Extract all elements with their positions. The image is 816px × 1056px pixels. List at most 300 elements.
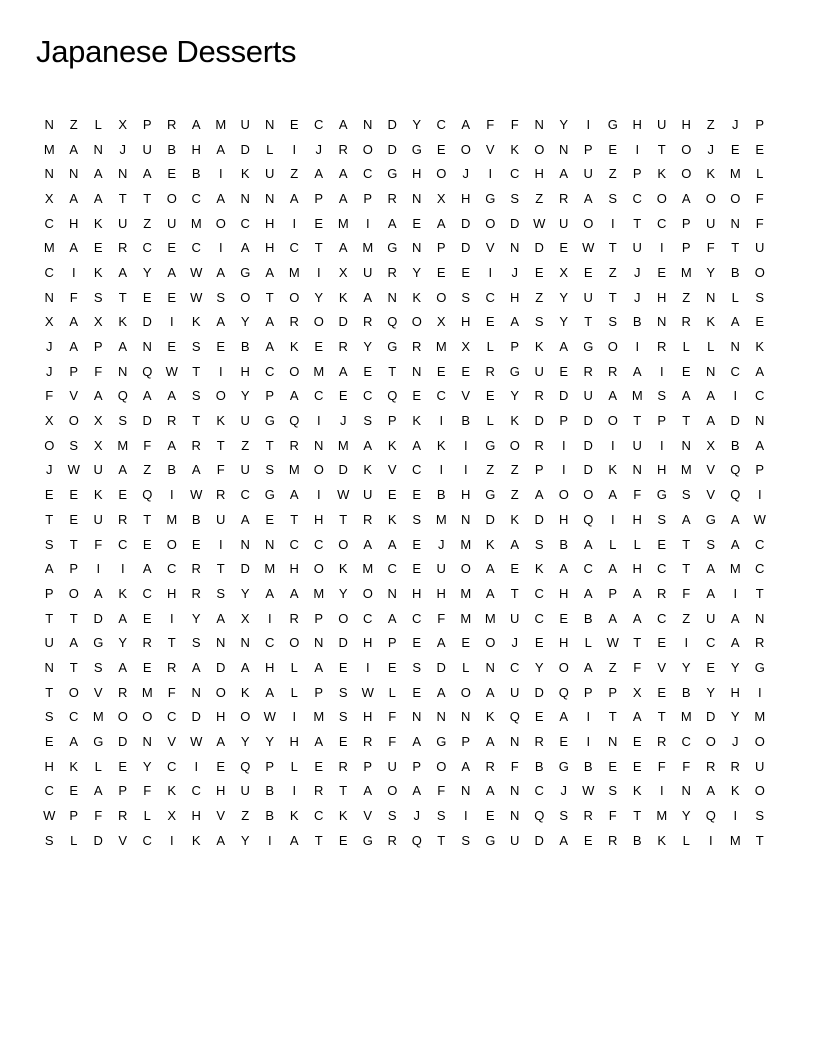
grid-letter: R (485, 363, 495, 379)
grid-letter: A (730, 635, 740, 651)
grid-letter: E (338, 659, 348, 675)
grid-letter: R (534, 734, 544, 750)
grid-letter: N (412, 363, 422, 379)
grid-letter: A (730, 511, 740, 527)
grid-letter: C (44, 264, 54, 280)
grid-letter: V (216, 808, 226, 824)
grid-letter: C (412, 610, 422, 626)
grid-letter: H (461, 314, 471, 330)
grid-letter: T (437, 832, 446, 848)
grid-letter: Q (142, 487, 153, 503)
grid-letter: C (314, 808, 324, 824)
grid-letter: I (610, 511, 615, 527)
grid-letter: D (93, 610, 103, 626)
grid-letter: C (167, 561, 177, 577)
grid-letter: R (657, 734, 667, 750)
grid-letter: C (191, 783, 201, 799)
grid-letter: C (657, 610, 667, 626)
grid-letter: N (387, 289, 397, 305)
grid-letter: E (485, 314, 495, 330)
grid-letter: P (436, 240, 446, 256)
grid-letter: I (365, 215, 370, 231)
grid-letter: A (387, 536, 397, 552)
grid-letter: O (681, 166, 692, 182)
grid-letter: L (609, 536, 617, 552)
grid-letter: M (362, 240, 374, 256)
grid-letter: R (338, 141, 348, 157)
grid-letter: M (729, 561, 741, 577)
grid-letter: O (754, 783, 765, 799)
grid-letter: W (190, 734, 203, 750)
grid-letter: S (534, 536, 544, 552)
grid-letter: O (436, 289, 447, 305)
grid-letter: T (69, 536, 78, 552)
grid-letter: L (756, 166, 764, 182)
grid-letter: B (191, 166, 201, 182)
grid-letter: N (265, 536, 275, 552)
grid-letter: C (191, 240, 201, 256)
grid-letter: A (681, 388, 691, 404)
grid-letter: P (559, 413, 569, 429)
grid-letter: A (338, 190, 348, 206)
grid-letter: T (339, 511, 348, 527)
grid-letter: A (240, 240, 250, 256)
grid-letter: A (44, 561, 54, 577)
grid-letter: A (167, 437, 177, 453)
grid-letter: S (118, 413, 128, 429)
grid-letter: N (240, 635, 250, 651)
grid-letter: B (632, 832, 642, 848)
grid-letter: R (730, 758, 740, 774)
grid-letter: Y (240, 388, 250, 404)
grid-letter: A (93, 166, 103, 182)
grid-letter: A (363, 783, 373, 799)
grid-letter: P (69, 363, 79, 379)
grid-letter: H (559, 511, 569, 527)
grid-letter: E (755, 141, 765, 157)
grid-letter: A (412, 783, 422, 799)
grid-letter: K (387, 437, 397, 453)
grid-letter: A (289, 388, 299, 404)
grid-letter: P (314, 610, 324, 626)
grid-letter: T (755, 585, 764, 601)
grid-letter: H (559, 585, 569, 601)
grid-letter: A (289, 832, 299, 848)
grid-letter: T (657, 709, 666, 725)
grid-letter: A (265, 339, 275, 355)
grid-letter: U (240, 462, 250, 478)
grid-letter: U (240, 783, 250, 799)
grid-letter: O (313, 462, 324, 478)
grid-letter: A (314, 659, 324, 675)
grid-letter: N (657, 314, 667, 330)
grid-letter: A (363, 437, 373, 453)
grid-letter: G (93, 635, 104, 651)
grid-letter: E (142, 610, 152, 626)
grid-letter: T (45, 610, 54, 626)
grid-letter: S (412, 511, 422, 527)
grid-letter: L (94, 758, 102, 774)
grid-letter: J (732, 116, 739, 132)
grid-letter: L (682, 339, 690, 355)
grid-letter: M (337, 437, 349, 453)
grid-letter: E (583, 264, 593, 280)
grid-letter: T (682, 413, 691, 429)
grid-letter: G (362, 832, 373, 848)
grid-letter: R (289, 610, 299, 626)
grid-letter: M (460, 536, 472, 552)
grid-letter: D (534, 684, 544, 700)
grid-letter: E (436, 141, 446, 157)
grid-letter: F (633, 487, 642, 503)
grid-letter: J (560, 783, 567, 799)
grid-letter: A (142, 166, 152, 182)
grid-letter: S (44, 536, 54, 552)
grid-letter: O (68, 585, 79, 601)
grid-letter: C (681, 734, 691, 750)
grid-letter: M (313, 585, 325, 601)
grid-letter: I (218, 536, 223, 552)
grid-letter: I (169, 487, 174, 503)
grid-letter: O (338, 610, 349, 626)
grid-letter: A (412, 437, 422, 453)
grid-letter: E (216, 339, 226, 355)
grid-letter: N (240, 190, 250, 206)
grid-letter: I (365, 659, 370, 675)
grid-letter: S (657, 511, 667, 527)
grid-letter: T (633, 635, 642, 651)
grid-letter: S (191, 339, 201, 355)
grid-letter: Q (240, 758, 251, 774)
grid-letter: Y (314, 289, 324, 305)
grid-letter: Z (608, 659, 617, 675)
grid-letter: F (682, 585, 691, 601)
grid-letter: A (608, 561, 618, 577)
grid-letter: O (485, 215, 496, 231)
grid-letter: J (707, 141, 714, 157)
grid-letter: O (44, 437, 55, 453)
grid-letter: E (69, 487, 79, 503)
grid-letter: A (485, 783, 495, 799)
grid-letter: O (558, 659, 569, 675)
grid-letter: I (635, 141, 640, 157)
grid-letter: X (93, 314, 103, 330)
grid-letter: C (314, 536, 324, 552)
grid-letter: U (118, 215, 128, 231)
grid-letter: V (706, 462, 716, 478)
grid-letter: F (94, 363, 103, 379)
grid-letter: C (755, 388, 765, 404)
grid-letter: S (681, 487, 691, 503)
grid-letter: R (363, 734, 373, 750)
grid-letter: P (69, 808, 79, 824)
grid-letter: R (363, 511, 373, 527)
grid-letter: A (706, 413, 716, 429)
grid-letter: A (69, 314, 79, 330)
grid-letter: A (412, 734, 422, 750)
grid-letter: P (681, 240, 691, 256)
grid-letter: O (68, 413, 79, 429)
grid-letter: S (363, 413, 373, 429)
grid-letter: H (534, 166, 544, 182)
grid-letter: I (586, 734, 591, 750)
grid-letter: L (486, 339, 494, 355)
grid-letter: J (438, 536, 445, 552)
grid-letter: N (363, 116, 373, 132)
grid-letter: E (142, 289, 152, 305)
grid-letter: U (583, 388, 593, 404)
grid-letter: S (461, 832, 471, 848)
grid-letter: I (71, 264, 76, 280)
grid-letter: O (485, 635, 496, 651)
grid-letter: J (511, 264, 518, 280)
grid-letter: O (68, 684, 79, 700)
grid-letter: L (707, 339, 715, 355)
grid-letter: A (510, 314, 520, 330)
grid-letter: L (486, 413, 494, 429)
grid-letter: A (608, 388, 618, 404)
grid-letter: R (559, 190, 569, 206)
grid-letter: E (44, 734, 54, 750)
grid-letter: B (632, 314, 642, 330)
grid-letter: Q (730, 462, 741, 478)
grid-letter: N (44, 289, 54, 305)
grid-letter: K (240, 166, 250, 182)
grid-letter: V (93, 684, 103, 700)
grid-letter: E (632, 758, 642, 774)
grid-letter: P (387, 635, 397, 651)
grid-letter: C (706, 635, 716, 651)
grid-letter: C (583, 561, 593, 577)
grid-letter: M (337, 215, 349, 231)
grid-letter: I (439, 413, 444, 429)
grid-letter: R (118, 240, 128, 256)
grid-letter: F (755, 215, 764, 231)
grid-letter: N (93, 141, 103, 157)
grid-letter: E (632, 734, 642, 750)
grid-letter: W (165, 363, 178, 379)
grid-letter: N (730, 339, 740, 355)
grid-letter: R (387, 190, 397, 206)
grid-letter: G (387, 339, 398, 355)
grid-letter: I (659, 437, 664, 453)
grid-letter: O (117, 709, 128, 725)
grid-letter: P (265, 388, 275, 404)
grid-letter: B (730, 264, 740, 280)
grid-letter: W (337, 487, 350, 503)
grid-letter: I (659, 363, 664, 379)
grid-letter: E (608, 758, 618, 774)
grid-letter: A (583, 585, 593, 601)
grid-letter: O (436, 758, 447, 774)
grid-letter: N (681, 437, 691, 453)
grid-letter: N (632, 462, 642, 478)
grid-letter: N (314, 635, 324, 651)
grid-letter: M (288, 462, 300, 478)
grid-letter: N (240, 536, 250, 552)
grid-letter: I (684, 635, 689, 651)
grid-letter: M (362, 561, 374, 577)
grid-letter: B (559, 536, 569, 552)
grid-letter: O (362, 141, 373, 157)
grid-letter: H (559, 635, 569, 651)
grid-letter: K (485, 536, 495, 552)
grid-letter: I (292, 141, 297, 157)
grid-letter: A (632, 709, 642, 725)
grid-letter: T (510, 585, 519, 601)
grid-letter: T (143, 511, 152, 527)
grid-letter: A (191, 659, 201, 675)
grid-letter: A (265, 314, 275, 330)
grid-letter: T (608, 240, 617, 256)
grid-letter: S (534, 314, 544, 330)
grid-letter: E (412, 388, 422, 404)
grid-letter: I (292, 215, 297, 231)
grid-letter: A (534, 487, 544, 503)
grid-letter: T (682, 561, 691, 577)
grid-letter: Q (387, 314, 398, 330)
grid-letter: A (167, 264, 177, 280)
grid-letter: N (461, 783, 471, 799)
grid-letter: U (363, 487, 373, 503)
grid-letter: Y (265, 734, 275, 750)
grid-letter: E (314, 758, 324, 774)
grid-letter: H (240, 363, 250, 379)
grid-letter: P (363, 190, 373, 206)
grid-letter: A (608, 610, 618, 626)
grid-letter: B (461, 413, 471, 429)
grid-letter: T (45, 511, 54, 527)
grid-letter: K (191, 314, 201, 330)
grid-letter: A (510, 536, 520, 552)
grid-letter: U (510, 832, 520, 848)
grid-letter: I (610, 215, 615, 231)
grid-letter: F (608, 808, 617, 824)
grid-letter: C (289, 240, 299, 256)
grid-letter: S (44, 709, 54, 725)
grid-letter: D (338, 314, 348, 330)
grid-letter: D (534, 240, 544, 256)
grid-letter: A (167, 388, 177, 404)
grid-letter: N (510, 808, 520, 824)
grid-letter: D (706, 709, 716, 725)
grid-letter: A (93, 783, 103, 799)
grid-letter: D (118, 734, 128, 750)
grid-letter: X (436, 314, 446, 330)
grid-letter: Q (534, 808, 545, 824)
grid-letter: A (363, 536, 373, 552)
grid-letter: X (240, 610, 250, 626)
grid-letter: M (141, 684, 153, 700)
grid-letter: O (166, 190, 177, 206)
grid-letter: B (191, 511, 201, 527)
grid-letter: T (45, 684, 54, 700)
grid-letter: E (461, 363, 471, 379)
grid-letter: E (730, 141, 740, 157)
grid-letter: A (681, 511, 691, 527)
grid-letter: Z (682, 289, 691, 305)
grid-letter: E (387, 659, 397, 675)
grid-letter: D (461, 215, 471, 231)
grid-letter: I (561, 462, 566, 478)
grid-letter: T (265, 289, 274, 305)
grid-letter: C (167, 709, 177, 725)
grid-letter: O (460, 561, 471, 577)
grid-letter: R (118, 684, 128, 700)
grid-letter: B (265, 808, 275, 824)
grid-letter: R (314, 783, 324, 799)
grid-letter: M (43, 141, 55, 157)
grid-letter: F (167, 684, 176, 700)
grid-letter: T (339, 783, 348, 799)
grid-letter: R (191, 561, 201, 577)
grid-letter: K (118, 314, 128, 330)
grid-letter: E (363, 363, 373, 379)
grid-letter: Q (509, 709, 520, 725)
grid-letter: O (583, 215, 594, 231)
grid-letter: K (730, 783, 740, 799)
grid-letter: E (69, 511, 79, 527)
grid-letter: V (485, 141, 495, 157)
grid-letter: W (190, 289, 203, 305)
grid-letter: A (118, 339, 128, 355)
grid-letter: C (657, 561, 667, 577)
grid-letter: A (632, 585, 642, 601)
grid-letter: D (240, 141, 250, 157)
grid-letter: G (264, 413, 275, 429)
grid-letter: K (534, 339, 544, 355)
grid-letter: Y (363, 339, 373, 355)
grid-letter: E (167, 339, 177, 355)
grid-letter: N (755, 610, 765, 626)
grid-letter: T (69, 610, 78, 626)
grid-letter: R (118, 808, 128, 824)
grid-letter: C (265, 363, 275, 379)
grid-letter: N (730, 215, 740, 231)
grid-letter: O (534, 141, 545, 157)
grid-letter: I (463, 462, 468, 478)
grid-letter: A (338, 363, 348, 379)
grid-letter: R (706, 758, 716, 774)
grid-letter: R (534, 437, 544, 453)
grid-letter: H (436, 585, 446, 601)
grid-letter: H (363, 635, 373, 651)
grid-letter: B (167, 462, 177, 478)
grid-letter: I (708, 832, 713, 848)
grid-letter: Y (412, 116, 422, 132)
grid-letter: P (681, 215, 691, 231)
grid-letter: A (289, 487, 299, 503)
grid-letter: T (314, 240, 323, 256)
grid-letter: I (439, 462, 444, 478)
grid-letter: E (706, 659, 716, 675)
grid-letter: E (142, 659, 152, 675)
grid-letter: U (657, 116, 667, 132)
grid-letter: D (93, 832, 103, 848)
grid-letter: A (559, 832, 569, 848)
grid-letter: E (191, 536, 201, 552)
grid-letter: M (264, 561, 276, 577)
grid-letter: C (363, 610, 373, 626)
grid-letter: H (461, 487, 471, 503)
grid-letter: R (142, 635, 152, 651)
grid-letter: A (216, 832, 226, 848)
grid-letter: X (93, 437, 103, 453)
grid-letter: M (435, 339, 447, 355)
grid-letter: A (485, 561, 495, 577)
grid-letter: S (216, 585, 226, 601)
grid-letter: S (191, 635, 201, 651)
